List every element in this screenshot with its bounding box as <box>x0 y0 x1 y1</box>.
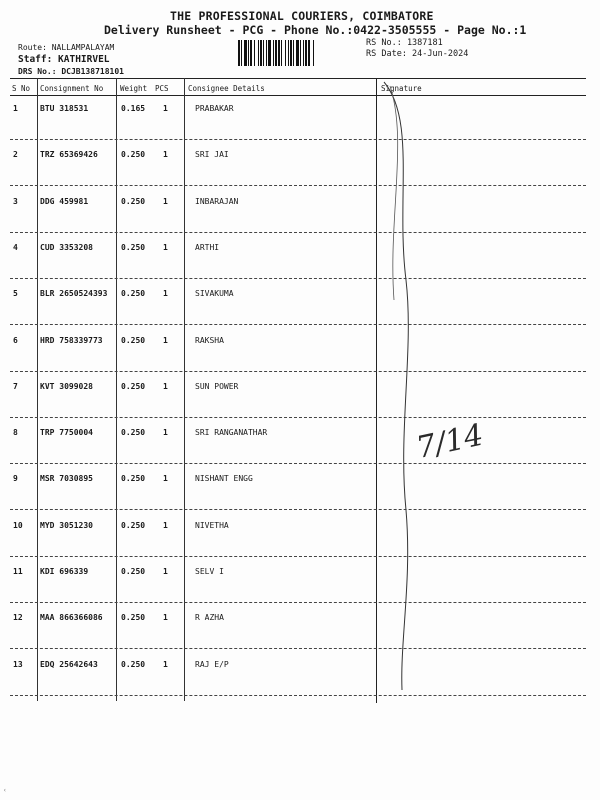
barcode-bar <box>300 40 301 66</box>
route-label: Route: NALLAMPALAYAM <box>18 43 115 52</box>
row-sno: 6 <box>13 336 18 345</box>
drs-number: DRS No.: DCJB138718101 <box>18 67 124 76</box>
barcode-bar <box>303 40 304 66</box>
row-weight: 0.250 <box>121 197 146 206</box>
row-pcs: 1 <box>163 521 168 530</box>
barcode-bar <box>273 40 274 66</box>
barcode-bar <box>296 40 299 66</box>
barcode-bar <box>313 40 314 66</box>
column-divider <box>37 78 38 701</box>
row-consignment-no: EDQ 25642643 <box>40 660 98 669</box>
row-sno: 5 <box>13 289 18 298</box>
barcode-bar <box>308 40 310 66</box>
column-header-consignee: Consignee Details <box>188 84 265 93</box>
row-consignee: R AZHA <box>195 613 224 622</box>
row-consignee: RAJ E/P <box>195 660 229 669</box>
rs-date: RS Date: 24-Jun-2024 <box>366 49 469 59</box>
row-pcs: 1 <box>163 428 168 437</box>
row-sno: 10 <box>13 521 23 530</box>
barcode-bar <box>241 40 242 66</box>
row-pcs: 1 <box>163 660 168 669</box>
row-consignee: SIVAKUMA <box>195 289 234 298</box>
barcode-bar <box>305 40 307 66</box>
row-consignment-no: MAA 866366086 <box>40 613 103 622</box>
row-consignment-no: CUD 3353208 <box>40 243 93 252</box>
row-pcs: 1 <box>163 567 168 576</box>
barcode-bar <box>268 40 271 66</box>
column-header-consignment: Consignment No <box>40 84 104 93</box>
row-weight: 0.250 <box>121 474 146 483</box>
row-weight: 0.250 <box>121 660 146 669</box>
barcode-bar <box>244 40 247 66</box>
barcode-bar <box>278 40 280 66</box>
row-pcs: 1 <box>163 336 168 345</box>
row-pcs: 1 <box>163 104 168 113</box>
row-consignment-no: BTU 318531 <box>40 104 89 113</box>
row-weight: 0.250 <box>121 382 146 391</box>
document-title: THE PROFESSIONAL COURIERS, COIMBATORE <box>170 9 434 23</box>
row-sno: 9 <box>13 474 18 483</box>
row-consignee: ARTHI <box>195 243 220 252</box>
row-consignee: PRABAKAR <box>195 104 234 113</box>
row-consignee: SUN POWER <box>195 382 239 391</box>
barcode <box>238 40 360 66</box>
row-weight: 0.250 <box>121 289 146 298</box>
row-sno: 3 <box>13 197 18 206</box>
row-pcs: 1 <box>163 613 168 622</box>
document-subtitle: Delivery Runsheet - PCG - Phone No.:0422-3505555 - Page No.:1 <box>104 23 527 37</box>
barcode-bar <box>285 40 286 66</box>
column-divider <box>184 78 185 701</box>
row-weight: 0.250 <box>121 150 146 159</box>
barcode-bar <box>288 40 289 66</box>
corner-mark: ‹ <box>3 787 7 794</box>
barcode-bar <box>248 40 249 66</box>
row-weight: 0.250 <box>121 428 146 437</box>
column-divider <box>116 78 117 701</box>
row-consignee: SRI RANGANATHAR <box>195 428 268 437</box>
column-header-weight: Weight <box>120 84 148 93</box>
row-consignee: NIVETHA <box>195 521 229 530</box>
row-consignee: INBARAJAN <box>195 197 239 206</box>
row-consignment-no: MSR 7030895 <box>40 474 93 483</box>
row-sno: 11 <box>13 567 23 576</box>
row-weight: 0.165 <box>121 104 146 113</box>
column-header-signature: Signature <box>381 84 422 93</box>
barcode-bar <box>263 40 264 66</box>
row-weight: 0.250 <box>121 243 146 252</box>
barcode-bar <box>254 40 255 66</box>
row-pcs: 1 <box>163 382 168 391</box>
row-consignment-no: KVT 3099028 <box>40 382 93 391</box>
row-weight: 0.250 <box>121 613 146 622</box>
row-consignment-no: HRD 758339773 <box>40 336 103 345</box>
signature-text: 7/14 <box>413 417 487 466</box>
row-weight: 0.250 <box>121 567 146 576</box>
column-header-pcs: PCS <box>155 84 169 93</box>
row-consignment-no: TRZ 65369426 <box>40 150 98 159</box>
row-consignee: SELV I <box>195 567 224 576</box>
row-sno: 8 <box>13 428 18 437</box>
barcode-bar <box>266 40 267 66</box>
row-sno: 1 <box>13 104 18 113</box>
signature-drawing <box>376 80 516 720</box>
barcode-bar <box>250 40 252 66</box>
row-pcs: 1 <box>163 243 168 252</box>
row-sno: 13 <box>13 660 23 669</box>
row-pcs: 1 <box>163 474 168 483</box>
barcode-bar <box>275 40 277 66</box>
table-top-border <box>10 78 586 79</box>
rs-number: RS No.: 1387181 <box>366 38 443 48</box>
column-header-sno: S No <box>12 84 31 93</box>
row-consignment-no: TRP 7750004 <box>40 428 93 437</box>
row-weight: 0.250 <box>121 521 146 530</box>
row-pcs: 1 <box>163 289 168 298</box>
row-pcs: 1 <box>163 197 168 206</box>
row-consignee: NISHANT ENGG <box>195 474 253 483</box>
row-consignee: SRI JAI <box>195 150 229 159</box>
barcode-bar <box>238 40 240 66</box>
barcode-bar <box>258 40 259 66</box>
row-sno: 2 <box>13 150 18 159</box>
row-consignment-no: BLR 2650524393 <box>40 289 108 298</box>
row-sno: 12 <box>13 613 23 622</box>
row-pcs: 1 <box>163 150 168 159</box>
row-consignment-no: DDG 459981 <box>40 197 89 206</box>
row-weight: 0.250 <box>121 336 146 345</box>
row-sno: 7 <box>13 382 18 391</box>
row-consignee: RAKSHA <box>195 336 224 345</box>
row-consignment-no: MYD 3051230 <box>40 521 93 530</box>
row-sno: 4 <box>13 243 18 252</box>
staff-label: Staff: KATHIRVEL <box>18 54 110 65</box>
row-consignment-no: KDI 696339 <box>40 567 89 576</box>
barcode-bar <box>290 40 292 66</box>
barcode-bar <box>293 40 294 66</box>
barcode-bar <box>281 40 282 66</box>
barcode-bar <box>260 40 262 66</box>
